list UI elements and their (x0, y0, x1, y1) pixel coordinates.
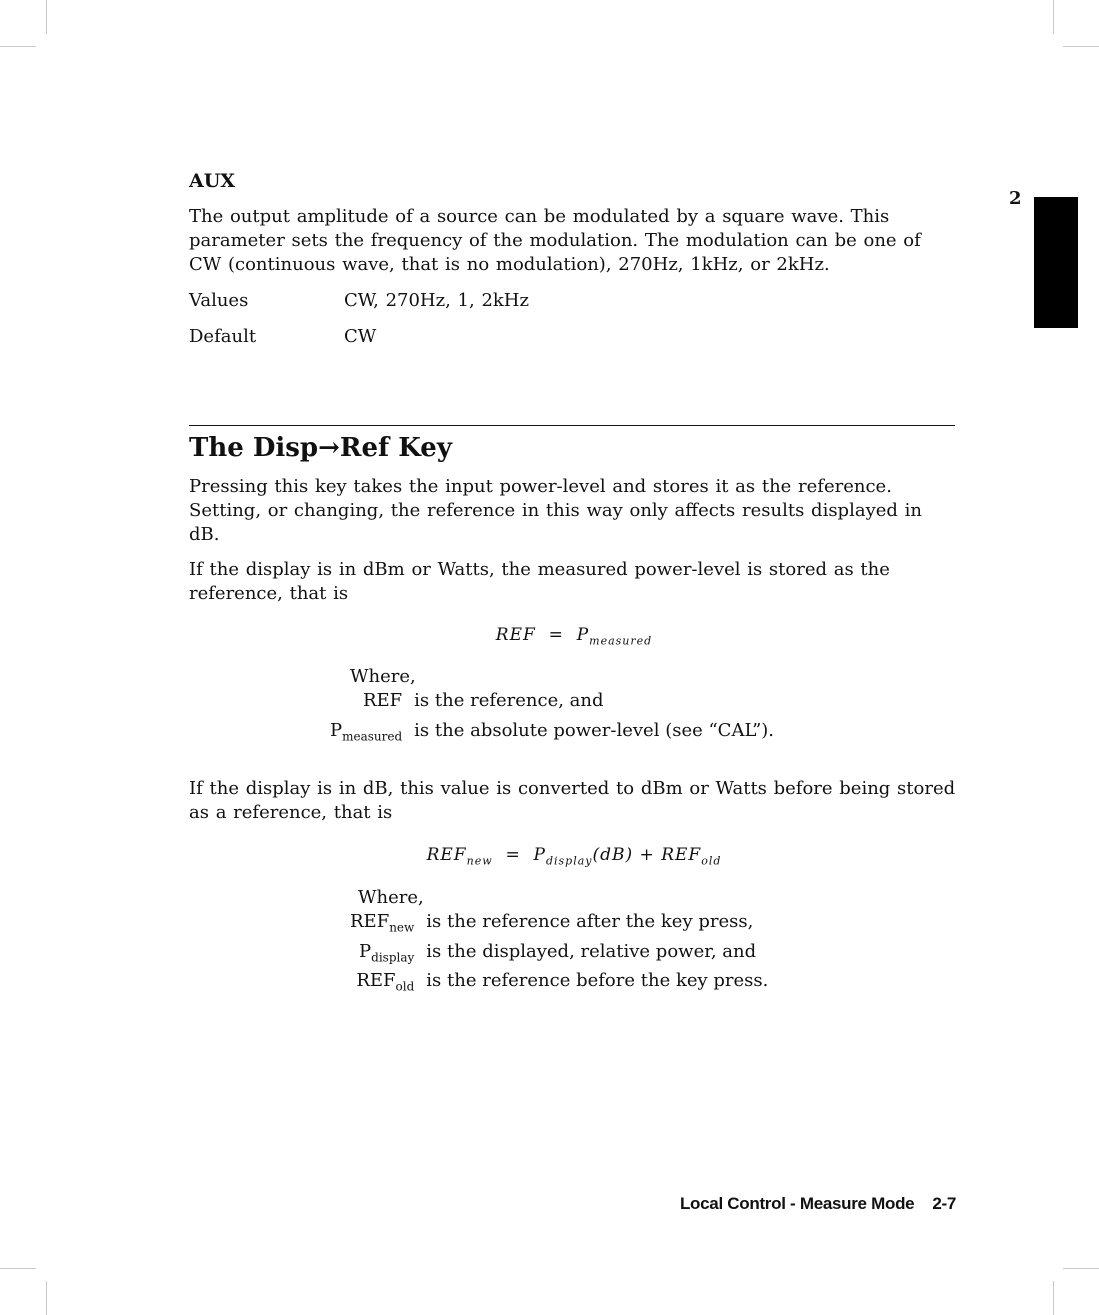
definition-row (330, 689, 774, 719)
aux-heading: AUX (189, 170, 236, 192)
definition-text: is the reference, and (414, 690, 604, 711)
values-label: Values (189, 290, 249, 311)
eq1-equals: = (548, 625, 564, 645)
definition-text: is the reference before the key press. (426, 970, 769, 992)
section-rule (189, 425, 955, 426)
eq2-rhs-sub: old (701, 854, 722, 868)
eq2-lhs-sub: new (466, 854, 493, 868)
values-value: CW, 270Hz, 1, 2kHz (344, 290, 529, 311)
eq2-equals: = (505, 845, 521, 865)
where-label-1: Where, (350, 666, 416, 687)
definition-row (350, 940, 768, 970)
eq2-p-sub: display (545, 854, 593, 868)
chapter-tab-block (1034, 197, 1078, 328)
eq2-lhs: REF (426, 845, 467, 865)
definition-row (350, 969, 768, 999)
equation-ref-new (189, 843, 959, 873)
definition-term: $REF_{new}$ (350, 911, 415, 935)
equation-ref-measured (189, 623, 959, 653)
definition-text: is the reference after the key press, (426, 911, 754, 932)
chapter-number: 2 (1009, 188, 1022, 209)
eq2-p-arg: (dB) (592, 845, 634, 865)
crop-mark (46, 0, 47, 34)
aux-paragraph: The output amplitude of a source can be modulated by a square wave. This parameter sets the frequency of the modulation. The modulation can be one of CW (continuous wave, that is no modulation), 270Hz, 1kHz, or 2kHz. (189, 206, 921, 275)
disp-ref-paragraph-2: If the display is in dBm or Watts, the measured power-level is stored as the reference, that is (189, 559, 890, 604)
definition-table-1 (330, 689, 774, 748)
eq2-p: P (533, 845, 546, 865)
definition-row (350, 910, 768, 940)
crop-mark (1063, 1268, 1099, 1269)
definition-term: $REF_{old}$ (356, 970, 415, 994)
eq1-p-sub: measured (589, 634, 653, 648)
definition-table-2 (350, 910, 768, 999)
disp-ref-paragraph-1: Pressing this key takes the input power-level and stores it as the reference. Setting, or changing, the reference in this way only affects results displayed in dB. (189, 476, 922, 545)
crop-mark (1053, 1281, 1054, 1315)
where-label-2: Where, (358, 887, 424, 908)
default-value: CW (344, 326, 377, 347)
definition-row (330, 719, 774, 749)
page-footer (600, 1194, 956, 1214)
crop-mark (0, 1268, 36, 1269)
definition-text: is the displayed, relative power, and (426, 940, 757, 962)
crop-mark (46, 1281, 47, 1315)
eq1-p: P (576, 625, 590, 645)
section-title: The Disp→Ref Key (189, 433, 452, 463)
eq2-rhs: REF (661, 845, 702, 865)
eq2-plus: + (639, 845, 655, 865)
definition-term: $P_{display}$ (359, 940, 415, 965)
disp-ref-paragraph-3: If the display is in dB, this value is converted to dBm or Watts before being stored as a reference, that is (189, 778, 956, 823)
crop-mark (1053, 0, 1054, 34)
page-number: 2-7 (932, 1194, 956, 1213)
crop-mark (0, 46, 36, 47)
footer-section-title: Local Control - Measure Mode (679, 1194, 915, 1213)
definition-term: $P_{measured}$ (330, 719, 403, 744)
definition-text: is the absolute power-level (see “CAL”). (414, 719, 775, 741)
eq1-lhs: REF (495, 625, 536, 645)
crop-mark (1063, 46, 1099, 47)
default-label: Default (189, 326, 257, 347)
definition-term: REF (362, 690, 403, 711)
